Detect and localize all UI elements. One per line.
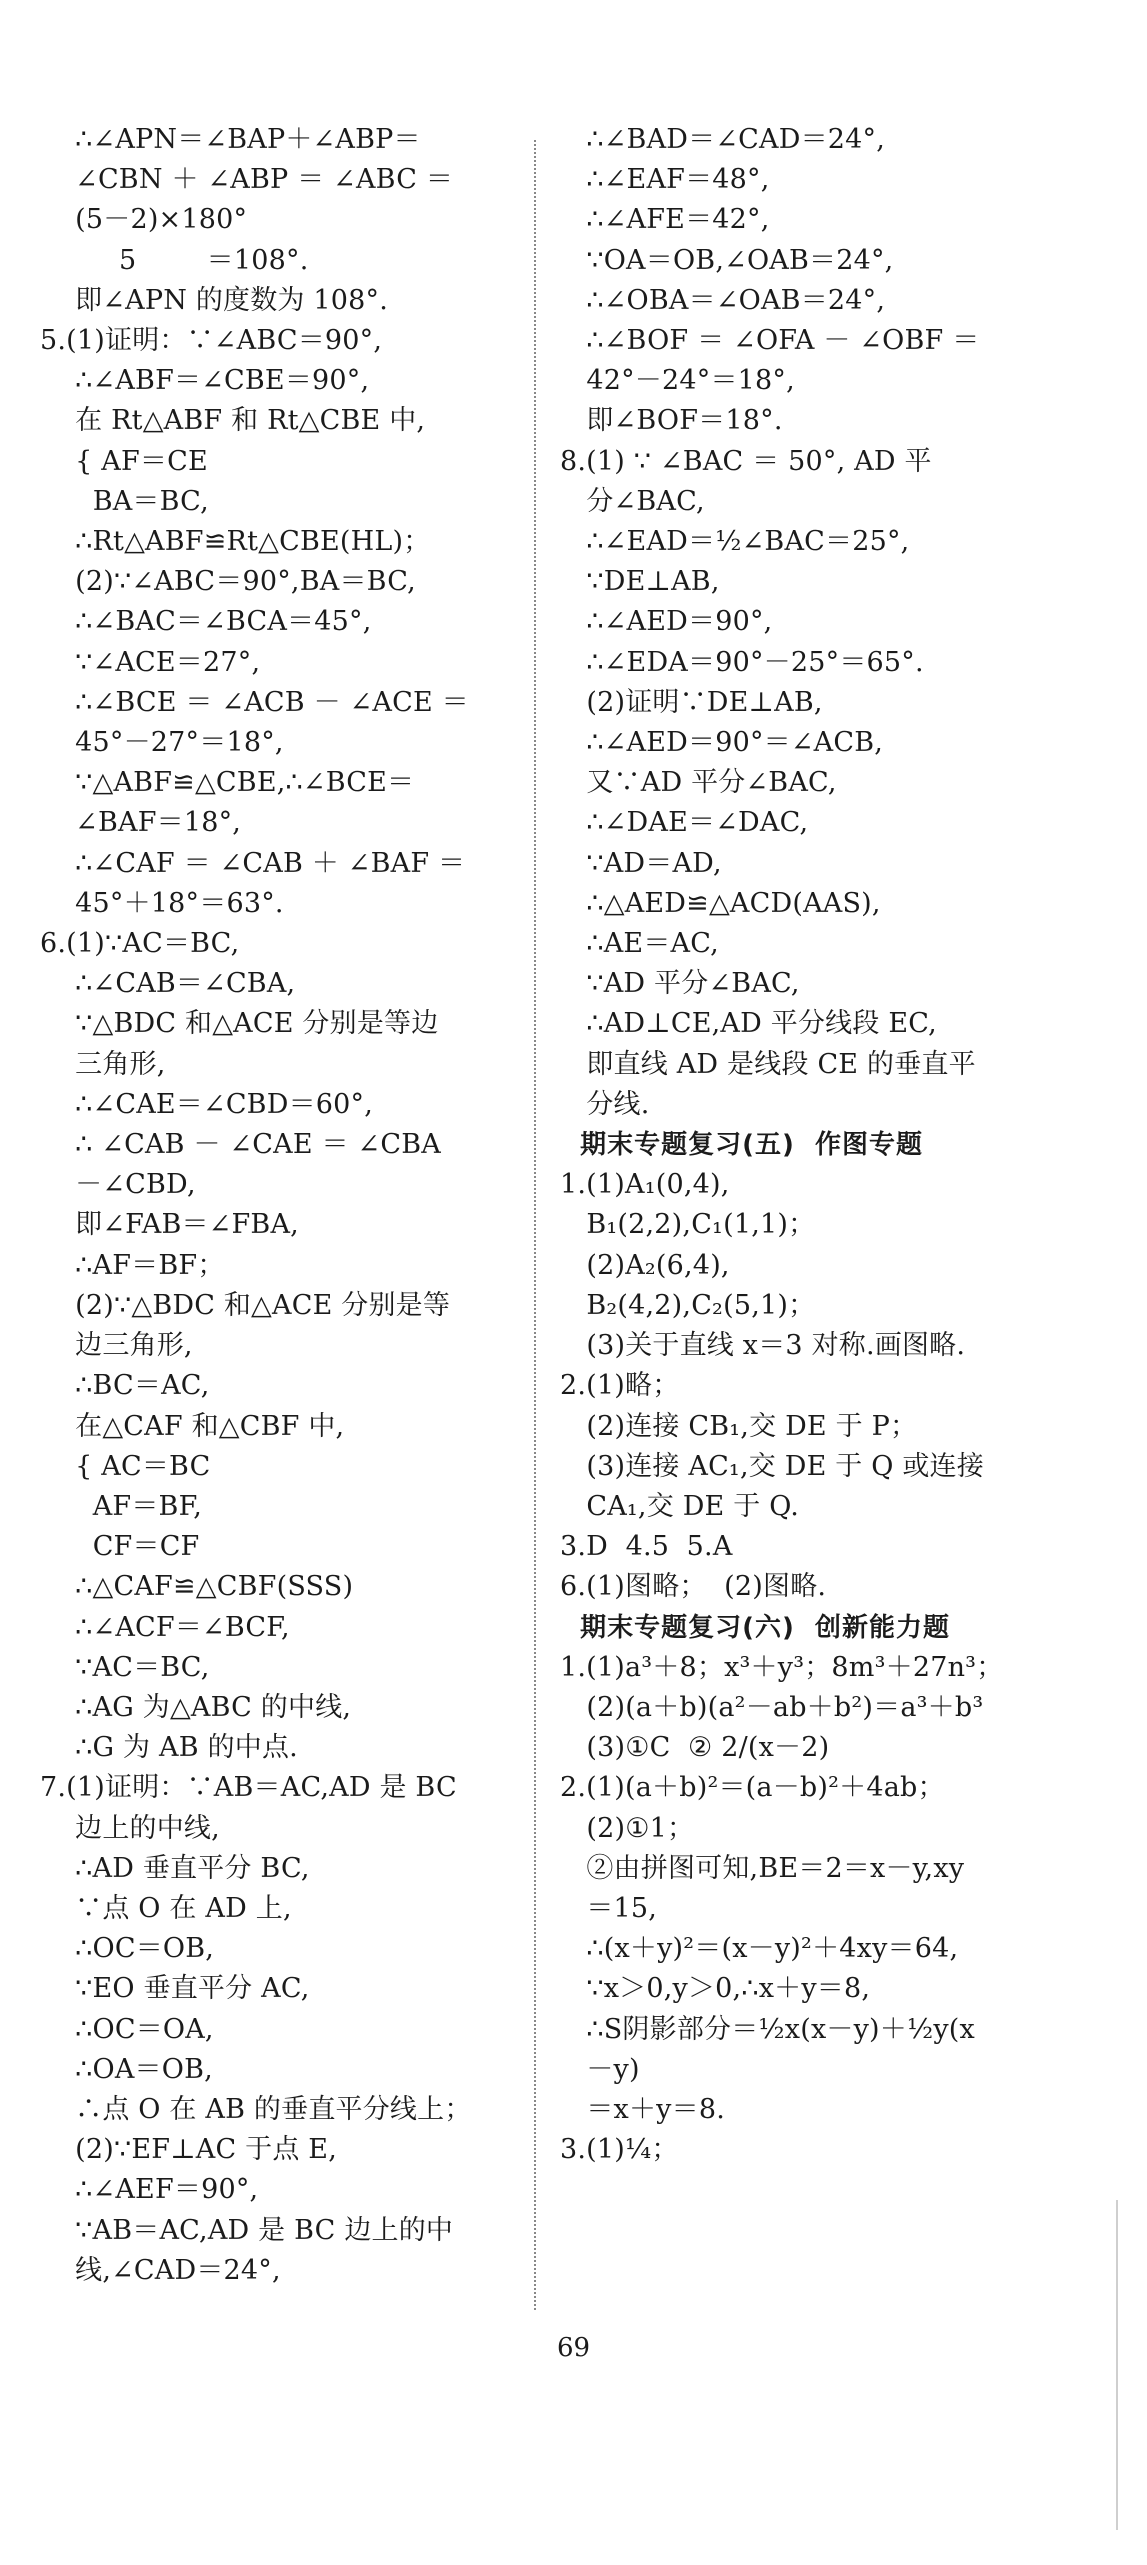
text-line: (2)证明∵DE⊥AB, bbox=[560, 686, 823, 718]
text-line: 5 ＝108°. bbox=[40, 244, 309, 276]
text-line: ∴∠DAE＝∠DAC, bbox=[560, 807, 809, 839]
text-line: ∴∠AED＝90°＝∠ACB, bbox=[560, 727, 884, 759]
text-line: 2.(1)略； bbox=[560, 1370, 680, 1402]
text-line: (3)关于直线 x＝3 对称.画图略. bbox=[560, 1330, 966, 1362]
text-line: ∴∠ACF＝∠BCF, bbox=[40, 1611, 290, 1643]
text-line: 6.(1)∵AC＝BC, bbox=[40, 928, 240, 960]
text-line: ∴AF＝BF； bbox=[40, 1249, 225, 1281]
text-line: ∴∠AED＝90°, bbox=[560, 606, 773, 638]
text-line: ∵x＞0,y＞0,∴x＋y＝8, bbox=[560, 1973, 871, 2005]
text-line: ∠CBN ＋ ∠ABP ＝ ∠ABC ＝ bbox=[40, 164, 454, 196]
text-line: ∴∠CAB＝∠CBA, bbox=[40, 968, 296, 1000]
left-column bbox=[40, 120, 520, 2291]
text-line: ∴∠EAF＝48°, bbox=[560, 164, 770, 196]
text-line: 5.(1)证明：∵∠ABC＝90°, bbox=[40, 325, 383, 357]
text-line: ∴∠CAF ＝ ∠CAB ＋ ∠BAF ＝ bbox=[40, 847, 466, 879]
text-line: 6.(1)图略； (2)图略. bbox=[560, 1571, 827, 1603]
text-line: ∴AD 垂直平分 BC, bbox=[40, 1852, 310, 1884]
text-line: 45°＋18°＝63°. bbox=[40, 887, 284, 919]
text-line: ＝15, bbox=[560, 1892, 658, 1924]
text-line: ∴∠APN＝∠BAP＋∠ABP＝ bbox=[40, 124, 421, 155]
text-line: ∵EO 垂直平分 AC, bbox=[40, 1973, 310, 2005]
text-line: (2)①1； bbox=[560, 1812, 695, 1844]
text-line: 42°－24°＝18°, bbox=[560, 365, 795, 397]
text-line: ∴ ∠CAB － ∠CAE ＝ ∠CBA bbox=[40, 1129, 441, 1161]
right-column bbox=[560, 120, 1045, 2170]
text-line: ∴∠BAD＝∠CAD＝24°, bbox=[560, 124, 886, 155]
text-line: 三角形, bbox=[40, 1048, 166, 1080]
text-line: 45°－27°＝18°, bbox=[40, 727, 284, 759]
page-edge bbox=[1116, 2200, 1118, 2530]
text-line: 即∠FAB＝∠FBA, bbox=[40, 1209, 299, 1241]
text-line: (3)①C ② 2/(x－2) bbox=[560, 1732, 830, 1764]
text-line: ∴Rt△ABF≌Rt△CBE(HL)； bbox=[40, 526, 431, 558]
text-line: ∴∠AFE＝42°, bbox=[560, 204, 770, 236]
text-line: －∠CBD, bbox=[40, 1169, 196, 1201]
text-line: ∵AD 平分∠BAC, bbox=[560, 968, 800, 1000]
text-line: ∴∠CAE＝∠CBD＝60°, bbox=[40, 1088, 374, 1120]
text-line: ∵∠ACE＝27°, bbox=[40, 646, 261, 678]
text-line: 又∵AD 平分∠BAC, bbox=[560, 767, 837, 799]
text-line: 即直线 AD 是线段 CE 的垂直平 bbox=[560, 1048, 976, 1080]
text-line: 7.(1)证明：∵AB＝AC,AD 是 BC bbox=[40, 1772, 457, 1804]
text-line: { AF＝CE bbox=[40, 445, 208, 477]
text-line: 线,∠CAD＝24°, bbox=[40, 2254, 281, 2286]
text-line: 3.(1)¼； bbox=[560, 2134, 679, 2166]
text-line: ∴AD⊥CE,AD 平分线段 EC, bbox=[560, 1008, 937, 1040]
text-line: 分线. bbox=[560, 1088, 650, 1120]
text-line: ∠BAF＝18°, bbox=[40, 807, 242, 839]
text-line: ∵DE⊥AB, bbox=[560, 566, 720, 598]
text-line: CA₁,交 DE 于 Q. bbox=[560, 1490, 799, 1522]
text-line: －y) bbox=[560, 2053, 640, 2085]
text-line: 3.D 4.5 5.A bbox=[560, 1531, 733, 1563]
text-line: BA＝BC, bbox=[40, 485, 209, 517]
text-line: ∴点 O 在 AB 的垂直平分线上； bbox=[40, 2093, 472, 2125]
text-line: B₂(4,2),C₂(5,1)； bbox=[560, 1289, 816, 1321]
text-line: ∴∠BAC＝∠BCA＝45°, bbox=[40, 606, 372, 638]
text-line: ∴G 为 AB 的中点. bbox=[40, 1732, 298, 1764]
text-line: 即∠APN 的度数为 108°. bbox=[40, 284, 389, 316]
text-line: ②由拼图可知,BE＝2＝x－y,xy bbox=[560, 1852, 965, 1884]
text-line: 分∠BAC, bbox=[560, 485, 705, 517]
text-line: ∴OA＝OB, bbox=[40, 2053, 213, 2085]
text-line: 1.(1)a³＋8；x³＋y³；8m³＋27n³； bbox=[560, 1651, 1004, 1683]
text-line: ∴∠EAD＝½∠BAC＝25°, bbox=[560, 526, 910, 558]
text-line: (2)A₂(6,4), bbox=[560, 1249, 730, 1281]
text-line: ∴∠OBA＝∠OAB＝24°, bbox=[560, 284, 886, 316]
text-line: ∵AD＝AD, bbox=[560, 847, 722, 879]
section-heading: 期末专题复习(五) 作图专题 bbox=[560, 1130, 923, 1161]
text-line: ∴(x＋y)²＝(x－y)²＋4xy＝64, bbox=[560, 1933, 959, 1965]
text-line: 在△CAF 和△CBF 中, bbox=[40, 1410, 345, 1442]
text-line: ∴S阴影部分＝½x(x－y)＋½y(x bbox=[560, 2013, 975, 2045]
text-line: AF＝BF, bbox=[40, 1490, 203, 1522]
text-line: CF＝CF bbox=[40, 1531, 200, 1563]
text-line: ∵AB＝AC,AD 是 BC 边上的中 bbox=[40, 2214, 454, 2246]
section-heading: 期末专题复习(六) 创新能力题 bbox=[560, 1612, 950, 1643]
text-line: ∴∠BCE ＝ ∠ACB － ∠ACE ＝ bbox=[40, 686, 469, 718]
text-line: (2)连接 CB₁,交 DE 于 P； bbox=[560, 1410, 918, 1442]
text-line: (5－2)×180° bbox=[40, 204, 248, 236]
text-line: ∴∠ABF＝∠CBE＝90°, bbox=[40, 365, 370, 397]
text-line: 即∠BOF＝18°. bbox=[560, 405, 783, 437]
text-line: (2)∵△BDC 和△ACE 分别是等 bbox=[40, 1289, 451, 1321]
text-line: ∴AG 为△ABC 的中线, bbox=[40, 1691, 352, 1723]
text-line: ∵△ABF≌△CBE,∴∠BCE＝ bbox=[40, 767, 415, 799]
text-line: 边三角形, bbox=[40, 1330, 193, 1362]
text-line: ＝x＋y＝8. bbox=[560, 2093, 725, 2125]
text-line: ∴OC＝OB, bbox=[40, 1933, 215, 1965]
text-line: { AC＝BC bbox=[40, 1450, 211, 1482]
text-line: ∵OA＝OB,∠OAB＝24°, bbox=[560, 244, 894, 276]
text-line: ∴∠AEF＝90°, bbox=[40, 2174, 259, 2206]
text-line: ∴∠EDA＝90°－25°＝65°. bbox=[560, 646, 924, 678]
text-line: (2)∵EF⊥AC 于点 E, bbox=[40, 2134, 338, 2166]
text-line: ∴△AED≌△ACD(AAS), bbox=[560, 887, 881, 919]
text-line: 2.(1)(a＋b)²＝(a－b)²＋4ab； bbox=[560, 1772, 945, 1804]
text-line: B₁(2,2),C₁(1,1)； bbox=[560, 1209, 816, 1241]
page-number: 69 bbox=[556, 2333, 591, 2363]
column-divider bbox=[534, 140, 536, 2310]
text-line: 在 Rt△ABF 和 Rt△CBE 中, bbox=[40, 405, 426, 437]
text-line: 8.(1) ∵ ∠BAC ＝ 50°, AD 平 bbox=[560, 445, 932, 477]
text-line: (3)连接 AC₁,交 DE 于 Q 或连接 bbox=[560, 1450, 984, 1482]
text-line: ∴AE＝AC, bbox=[560, 928, 719, 960]
text-line: ∵点 O 在 AD 上, bbox=[40, 1892, 292, 1924]
text-line: 边上的中线, bbox=[40, 1812, 220, 1844]
text-line: (2)∵∠ABC＝90°,BA＝BC, bbox=[40, 566, 416, 598]
text-line: ∴△CAF≌△CBF(SSS) bbox=[40, 1571, 354, 1603]
text-line: ∴∠BOF ＝ ∠OFA － ∠OBF ＝ bbox=[560, 325, 980, 357]
text-line: ∵△BDC 和△ACE 分别是等边 bbox=[40, 1008, 439, 1040]
text-line: 1.(1)A₁(0,4), bbox=[560, 1169, 730, 1201]
text-line: ∵AC＝BC, bbox=[40, 1651, 210, 1683]
text-line: ∴BC＝AC, bbox=[40, 1370, 210, 1402]
text-line: ∴OC＝OA, bbox=[40, 2013, 214, 2045]
text-line: (2)(a＋b)(a²－ab＋b²)＝a³＋b³ bbox=[560, 1691, 984, 1723]
